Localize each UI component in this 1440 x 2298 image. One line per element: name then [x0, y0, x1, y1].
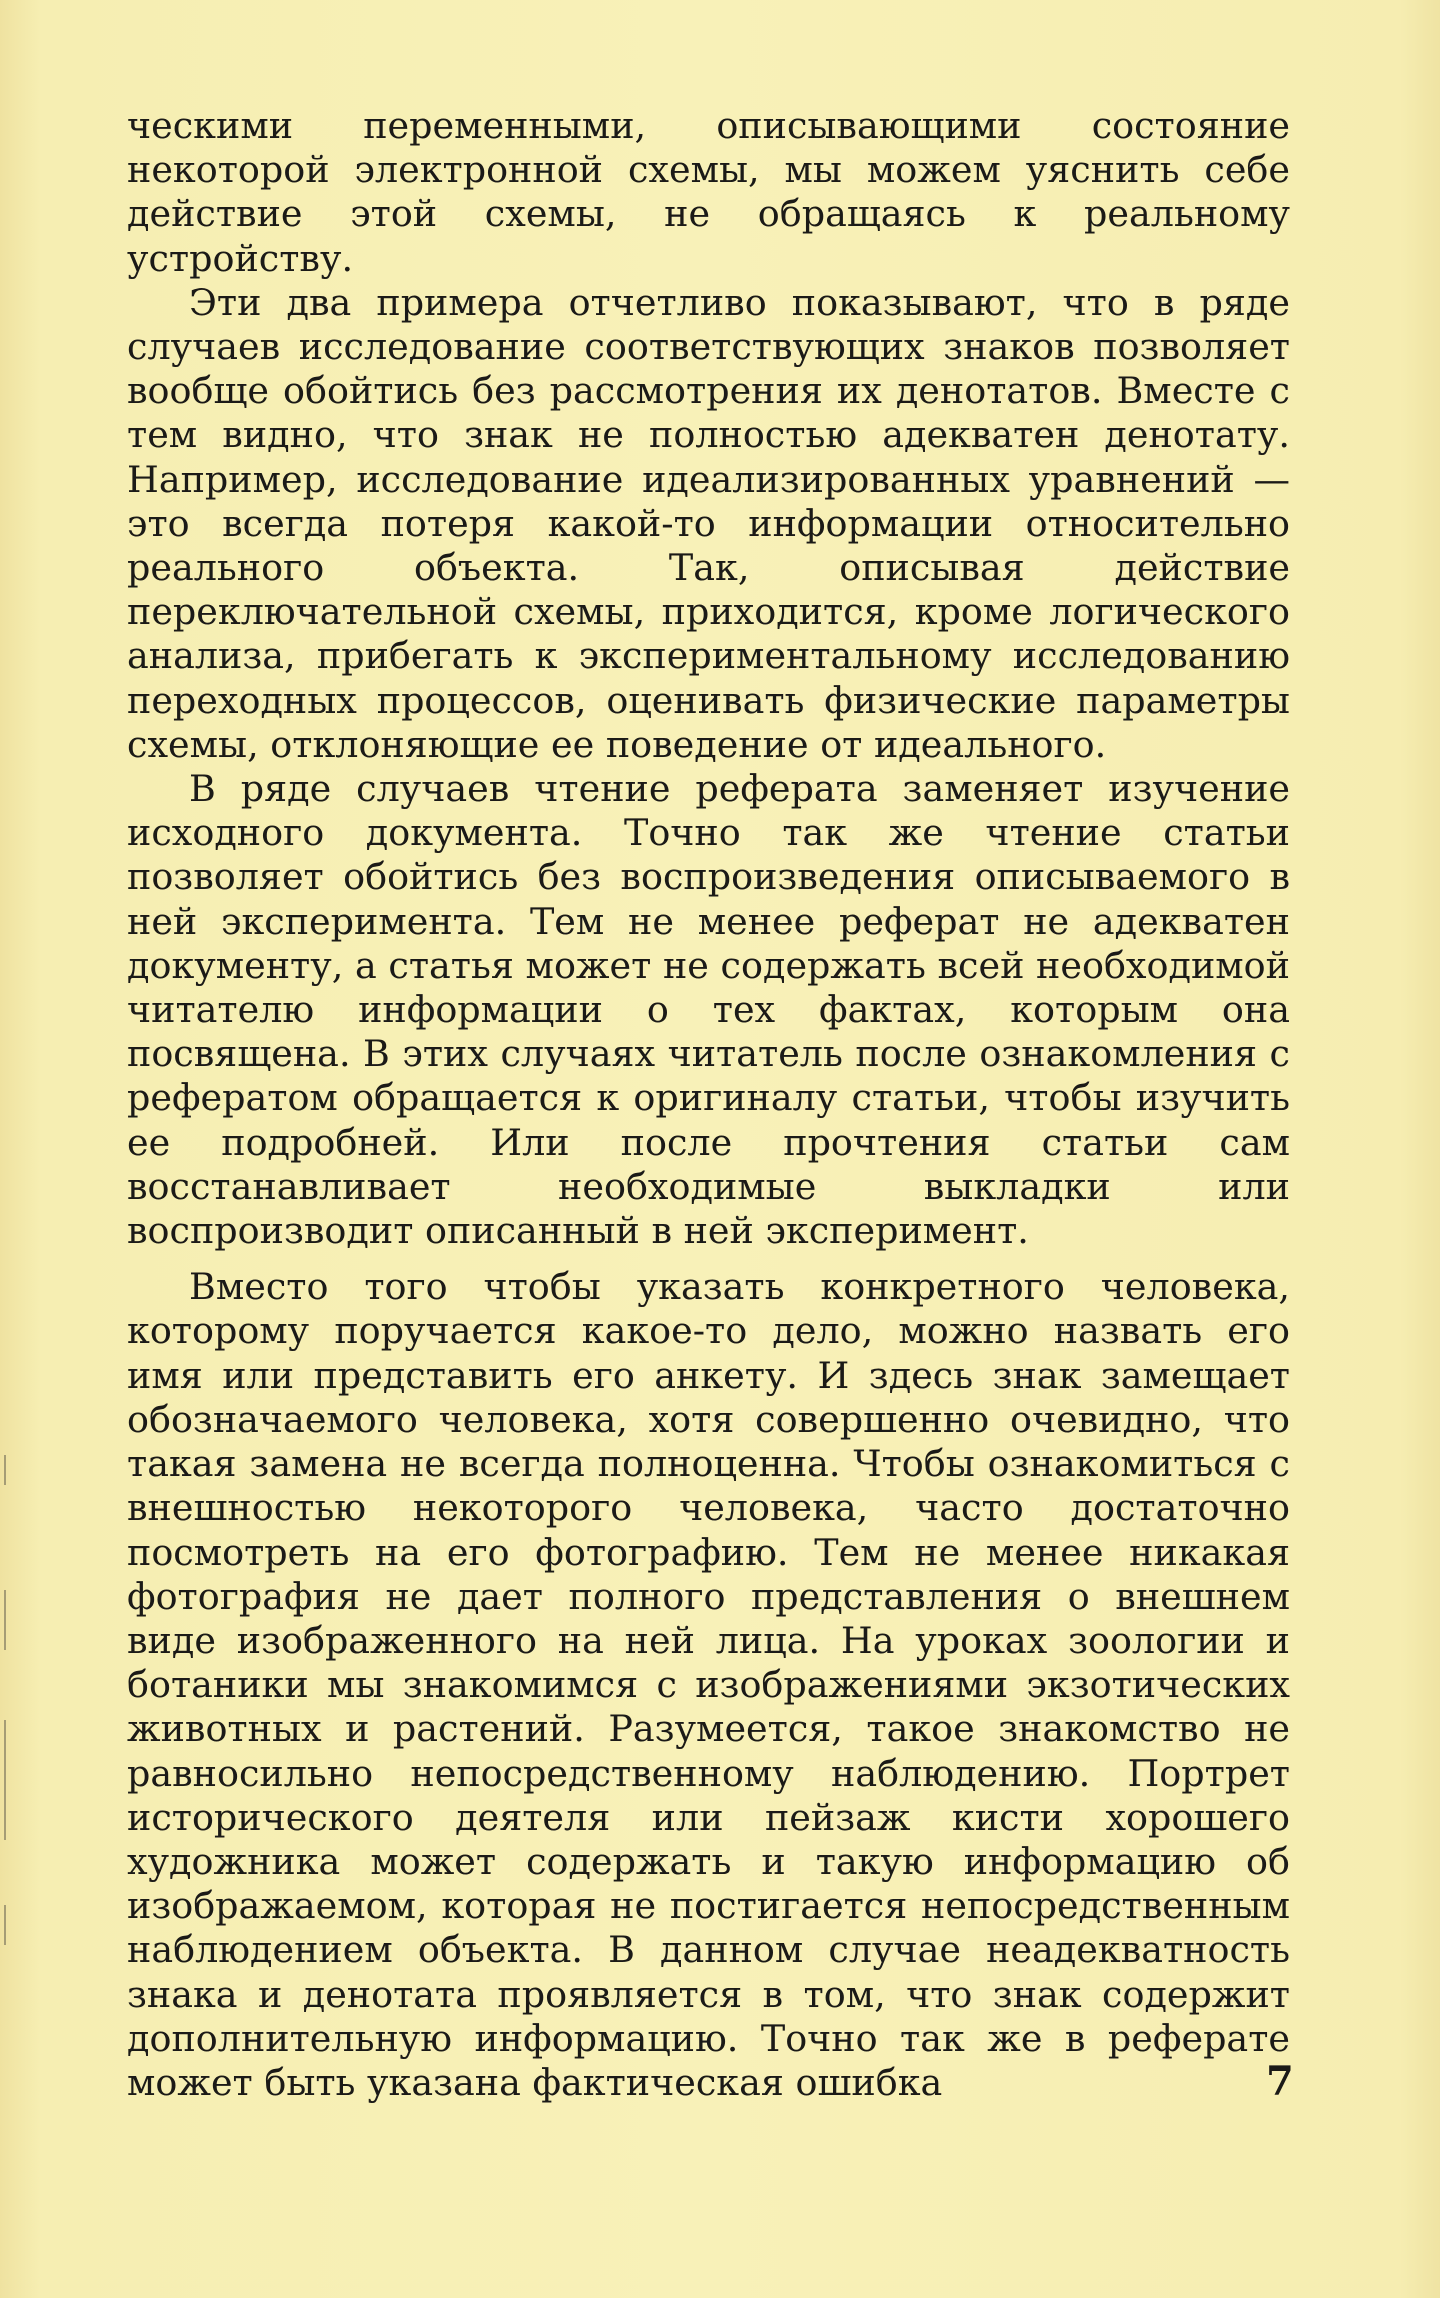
paragraph-3: В ряде случаев чтение реферата заменяет изучение исходного документа. Точно так же чтение статьи позволяет обойтись без воспроизведения описываемого в ней эксперимента. Тем не менее реферат не адекватен документу, а статья может не содержать всей необходимой читателю информации о тех фактах, которым она посвящена. В этих случаях читатель после ознакомления с рефератом обращается к оригиналу статьи, чтобы изучить ее подробней. Или после прочтения статьи сам восстанавливает необходимые выкладки или воспроизводит описанный в ней эксперимент.	[127, 767, 1290, 1253]
binding-mark	[4, 1455, 6, 1485]
paragraph-1: ческими переменными, описывающими состояние некоторой электронной схемы, мы можем уяснить себе действие этой схемы, не обращаясь к реальному устройству.	[127, 104, 1290, 280]
binding-mark	[4, 1905, 6, 1945]
binding-mark	[4, 1590, 6, 1650]
body-text	[127, 104, 1290, 2105]
paragraph-4: Вместо того чтобы указать конкретного человека, которому поручается какое-то дело, можно назвать его имя или представить его анкету. И здесь знак замещает обозначаемого человека, хотя совершенно очевидно, что такая замена не всегда полноценна. Чтобы ознакомиться с внешностью некоторого человека, часто достаточно посмотреть на его фотографию. Тем не менее никакая фотография не дает полного представления о внешнем виде изображенного на ней лица. На уроках зоологии и ботаники мы знакомимся с изображениями экзотических животных и растений. Разумеется, такое знакомство не равносильно непосредственному наблюдению. Портрет исторического деятеля или пейзаж кисти хорошего художника может содержать и такую информацию об изображаемом, которая не постигается непосредственным наблюдением объекта. В данном случае неадекватность знака и денотата проявляется в том, что знак содержит дополнительную информацию. Точно так же в реферате может быть указана фактическая ошибка	[127, 1265, 1290, 2104]
page-number: 7	[1266, 2058, 1294, 2105]
paragraph-2: Эти два примера отчетливо показывают, что в ряде случаев исследование соответствующих знаков позволяет вообще обойтись без рассмотрения их денотатов. Вместе с тем видно, что знак не полностью адекватен денотату. Например, исследование идеализированных уравнений — это всегда потеря какой-то информации относительно реального объекта. Так, описывая действие переключательной схемы, приходится, кроме логического анализа, прибегать к экспериментальному исследованию переходных процессов, оценивать физические параметры схемы, отклоняющие ее поведение от идеального.	[127, 280, 1290, 766]
binding-mark	[4, 1720, 6, 1840]
